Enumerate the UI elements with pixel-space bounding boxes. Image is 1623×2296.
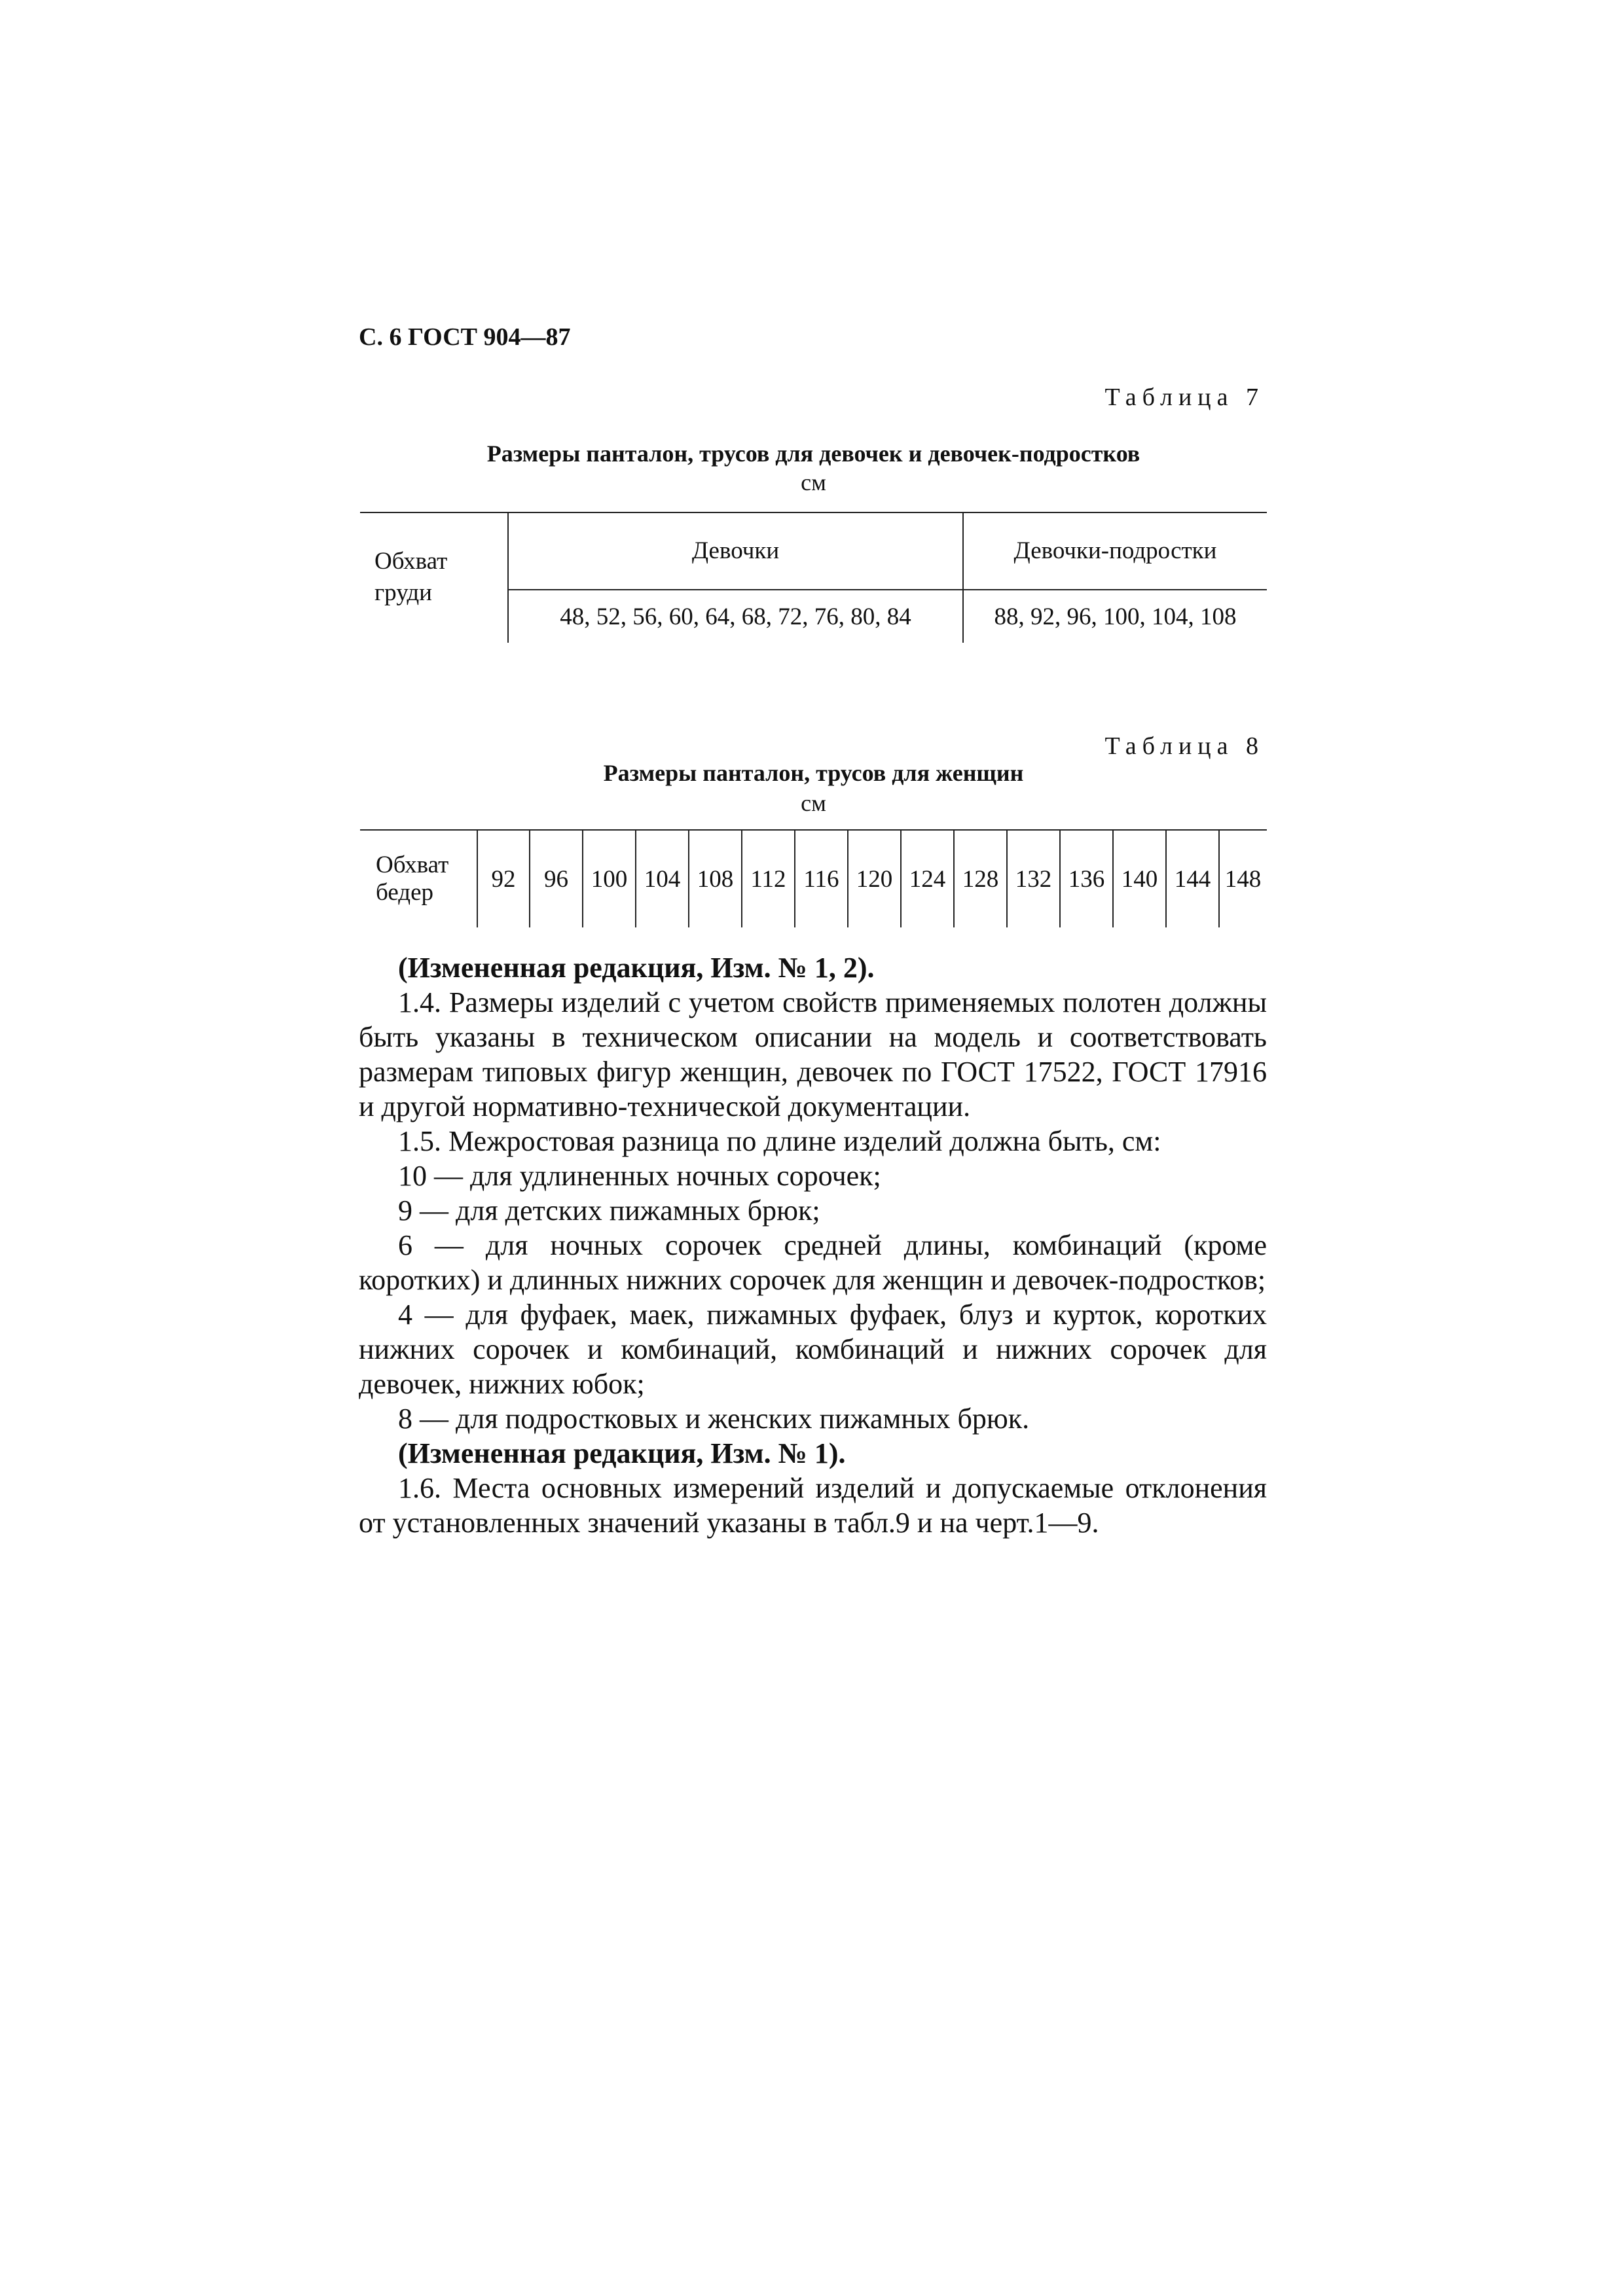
table8-row-header-line1: Обхват	[376, 852, 449, 878]
list-item-8: 8 — для подростковых и женских пижамных брюк.	[398, 1403, 1030, 1435]
table7	[360, 512, 1267, 643]
list-item-9: 9 — для детских пижамных брюк;	[398, 1194, 820, 1227]
table8-row-header	[360, 831, 478, 927]
table8-cell: 140	[1114, 831, 1167, 927]
table8-cell: 112	[742, 831, 795, 927]
table8-title: Размеры панталон, трусов для женщин	[603, 760, 1024, 786]
table8-cell: 100	[583, 831, 636, 927]
list-item-6: 6 — для ночных сорочек средней длины, комбинаций (кроме коротких) и длинных нижних сорочек для женщин и девочек-подростков;	[359, 1229, 1267, 1296]
table7-row-header-line2: груди	[374, 579, 432, 606]
table8-row	[360, 831, 1267, 927]
table8-unit: см	[801, 790, 826, 816]
table7-col1-header: Девочки	[691, 537, 780, 564]
table7-label: Таблица 7	[1104, 384, 1264, 411]
paragraph-1-5: 1.5. Межростовая разница по длине изделий должна быть, см:	[398, 1125, 1161, 1157]
table8-cell: 124	[902, 831, 955, 927]
amendment-note-2: (Измененная редакция, Изм. № 1).	[398, 1437, 846, 1469]
table8	[360, 829, 1267, 927]
table7-unit: см	[801, 469, 826, 495]
amendment-note-1: (Измененная редакция, Изм. № 1, 2).	[398, 952, 875, 984]
table8-cell: 120	[848, 831, 902, 927]
table8-label: Таблица 8	[1104, 732, 1264, 760]
table8-cell: 108	[689, 831, 742, 927]
table8-cell: 104	[636, 831, 689, 927]
table8-cell: 116	[795, 831, 848, 927]
table7-row-header-line1: Обхват	[374, 548, 448, 575]
table7-col2-values: 88, 92, 96, 100, 104, 108	[994, 603, 1237, 630]
table7-title: Размеры панталон, трусов для девочек и девочек-подростков	[486, 440, 1140, 467]
table8-cell: 96	[530, 831, 583, 927]
list-item-4: 4 — для фуфаек, маек, пижамных фуфаек, блуз и курток, коротких нижних сорочек и комбинаций, комбинаций и нижних сорочек для девочек, нижних юбок;	[359, 1299, 1267, 1400]
table8-cell: 92	[478, 831, 530, 927]
page-header: С. 6 ГОСТ 904—87	[359, 323, 571, 351]
table8-cell: 132	[1008, 831, 1061, 927]
table8-cell: 148	[1224, 865, 1262, 893]
table7-col1-values: 48, 52, 56, 60, 64, 68, 72, 76, 80, 84	[560, 603, 911, 630]
list-item-10: 10 — для удлиненных ночных сорочек;	[398, 1160, 881, 1192]
paragraph-1-4: 1.4. Размеры изделий с учетом свойств применяемых полотен должны быть указаны в техническом описании на модель и соответствовать размерам типовых фигур женщин, девочек по ГОСТ 17522, ГОСТ 17916 и другой нормативно-технической документации.	[359, 986, 1267, 1122]
table8-cell: 144	[1167, 831, 1220, 927]
table7-col2-header: Девочки-подростки	[1013, 537, 1217, 564]
table7-row-header	[374, 512, 505, 643]
table8-cell: 136	[1061, 831, 1114, 927]
body-text	[359, 950, 1267, 1540]
table8-row-header-line2: бедер	[376, 879, 434, 906]
table8-cell: 128	[955, 831, 1008, 927]
paragraph-1-6: 1.6. Места основных измерений изделий и допускаемые отклонения от установленных значений указаны в табл.9 и на черт.1—9.	[359, 1472, 1267, 1539]
